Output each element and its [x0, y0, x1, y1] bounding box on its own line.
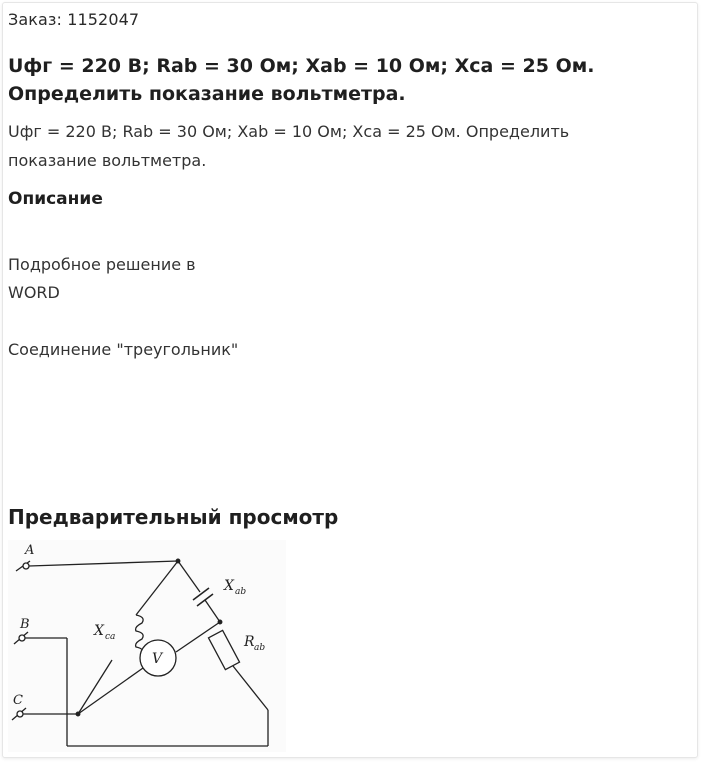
label-c: C	[13, 693, 23, 708]
task-text-line-2: показание вольтметра.	[8, 151, 207, 170]
label-xca-sub: ca	[105, 632, 116, 642]
label-xab-sub: ab	[235, 587, 247, 597]
task-text-line-1: Uфг = 220 В; Rab = 30 Ом; Xab = 10 Ом; Xca = 25 Ом. Определить	[8, 122, 570, 141]
order-number: Заказ: 1152047	[8, 10, 140, 29]
description-title: Описание	[8, 189, 103, 209]
label-xab: X	[224, 578, 234, 594]
label-a: A	[25, 543, 35, 558]
description-line-3: Соединение "треугольник"	[8, 340, 239, 359]
node-mid	[218, 620, 222, 624]
page-title	[8, 52, 688, 108]
task-text	[8, 117, 688, 175]
circuit-diagram	[8, 540, 286, 752]
label-rab: R	[244, 634, 255, 650]
label-rab-sub: ab	[254, 643, 266, 653]
description-line-2: WORD	[8, 283, 60, 302]
terminal-a	[23, 563, 29, 569]
terminal-c	[17, 711, 23, 717]
label-xca: X	[94, 623, 104, 639]
preview-image	[8, 540, 286, 752]
preview-title: Предварительный просмотр	[8, 505, 339, 529]
description-line-1: Подробное решение в	[8, 255, 196, 274]
wire-ab-top	[178, 561, 200, 592]
page-title-line-1: Uфг = 220 В; Rab = 30 Ом; Xab = 10 Ом; Xca = 25 Ом.	[8, 55, 595, 77]
label-b: B	[20, 617, 30, 632]
terminal-b	[19, 635, 25, 641]
wire-ab-bottom	[233, 666, 268, 710]
wire-v-left	[78, 668, 143, 714]
node-bottom-left	[76, 712, 80, 716]
label-v: V	[152, 651, 163, 667]
wire-ca-bottom	[78, 660, 112, 714]
wire-ca-top	[136, 561, 178, 615]
node-top	[176, 559, 180, 563]
wire-a	[29, 561, 178, 566]
resistor-rab	[208, 630, 239, 669]
wire-ab-mid	[205, 600, 220, 622]
page-title-line-2: Определить показание вольтметра.	[8, 83, 406, 105]
